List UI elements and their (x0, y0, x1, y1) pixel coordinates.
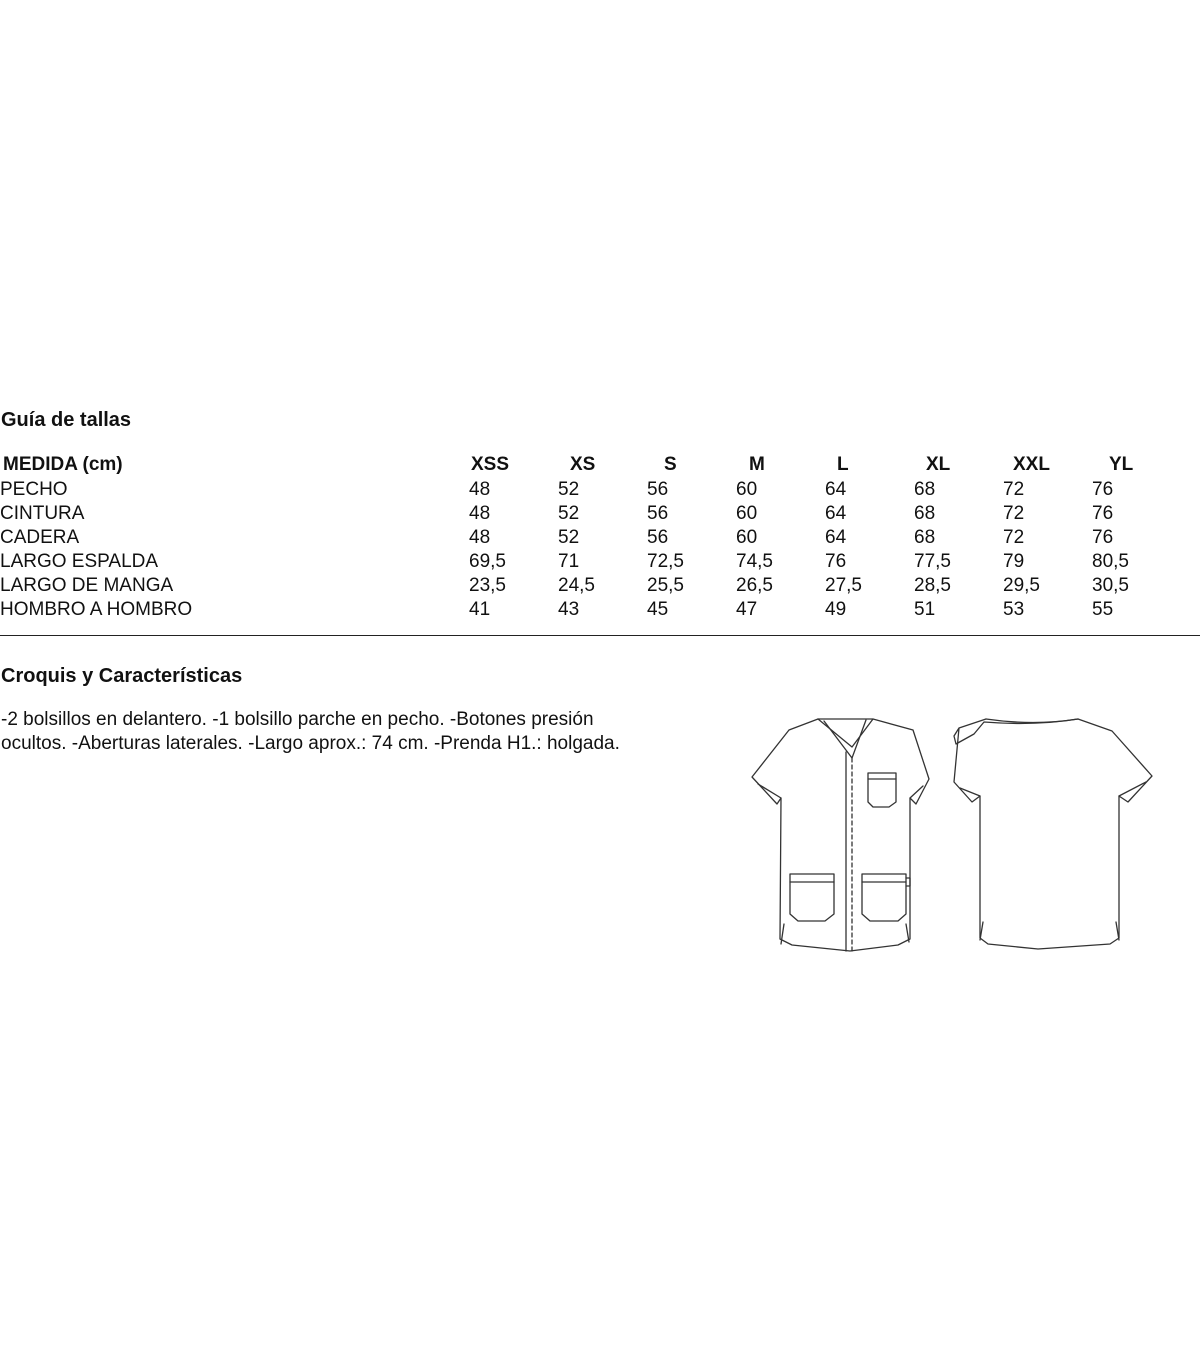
measure-value: 56 (647, 503, 669, 524)
measure-value: 47 (736, 599, 758, 620)
measure-value: 26,5 (736, 575, 773, 596)
measure-value: 76 (1092, 479, 1114, 500)
measure-value: 68 (914, 479, 936, 500)
measure-value: 64 (825, 527, 847, 548)
measure-value: 60 (736, 503, 758, 524)
measure-value: 28,5 (914, 575, 951, 596)
measure-value: 52 (558, 503, 580, 524)
measure-label: CINTURA (0, 503, 85, 524)
measure-value: 56 (647, 527, 669, 548)
measure-value: 76 (1092, 527, 1114, 548)
measure-label: LARGO DE MANGA (0, 575, 174, 596)
measure-value: 56 (647, 479, 669, 500)
scrub-top-front-icon (752, 719, 929, 951)
size-header: XSS (471, 454, 510, 475)
measure-value: 74,5 (736, 551, 773, 572)
size-table-header-row (0, 452, 1181, 478)
table-row (0, 550, 1181, 574)
measure-value: 49 (825, 599, 847, 620)
measure-value: 55 (1092, 599, 1114, 620)
measure-value: 69,5 (469, 551, 506, 572)
features-description: -2 bolsillos en delantero. -1 bolsillo parche en pecho. -Botones presión ocultos. -Aberturas laterales. -Largo aprox.: 74 cm. -Prenda H1.: holgada. (1, 709, 620, 754)
measure-label: HOMBRO A HOMBRO (0, 599, 193, 620)
section-divider (0, 635, 1200, 636)
size-header: M (749, 454, 765, 475)
measure-value: 72,5 (647, 551, 684, 572)
measure-value: 76 (825, 551, 847, 572)
measure-header: MEDIDA (cm) (3, 454, 123, 475)
measure-value: 60 (736, 479, 758, 500)
size-header: L (837, 454, 849, 475)
garment-sketch (748, 714, 1158, 956)
measure-value: 60 (736, 527, 758, 548)
measure-value: 79 (1003, 551, 1025, 572)
measure-value: 72 (1003, 527, 1025, 548)
measure-value: 29,5 (1003, 575, 1040, 596)
table-row (0, 598, 1181, 622)
measure-value: 80,5 (1092, 551, 1129, 572)
measure-value: 76 (1092, 503, 1114, 524)
size-header: XS (570, 454, 596, 475)
measure-value: 52 (558, 479, 580, 500)
scrub-top-back-icon (954, 719, 1152, 949)
measure-value: 64 (825, 479, 847, 500)
size-header: S (664, 454, 677, 475)
measure-value: 53 (1003, 599, 1025, 620)
measure-value: 25,5 (647, 575, 684, 596)
table-row (0, 574, 1181, 598)
measure-value: 30,5 (1092, 575, 1129, 596)
size-table (0, 452, 1181, 622)
measure-value: 68 (914, 503, 936, 524)
measure-label: LARGO ESPALDA (0, 551, 159, 572)
size-header: XXL (1013, 454, 1050, 475)
measure-value: 64 (825, 503, 847, 524)
measure-value: 27,5 (825, 575, 862, 596)
size-header: XL (926, 454, 951, 475)
measure-value: 71 (558, 551, 580, 572)
table-row (0, 502, 1181, 526)
measure-value: 23,5 (469, 575, 506, 596)
table-row (0, 478, 1181, 502)
measure-value: 41 (469, 599, 491, 620)
measure-label: CADERA (0, 527, 80, 548)
measure-label: PECHO (0, 479, 68, 500)
measure-value: 48 (469, 527, 491, 548)
measure-value: 45 (647, 599, 669, 620)
measure-value: 72 (1003, 479, 1025, 500)
measure-value: 52 (558, 527, 580, 548)
measure-value: 48 (469, 479, 491, 500)
size-header: YL (1109, 454, 1134, 475)
measure-value: 51 (914, 599, 936, 620)
measure-value: 48 (469, 503, 491, 524)
size-guide-title: Guía de tallas (1, 409, 132, 431)
measure-value: 43 (558, 599, 580, 620)
sketch-section-title: Croquis y Características (1, 665, 243, 687)
measure-value: 72 (1003, 503, 1025, 524)
measure-value: 77,5 (914, 551, 951, 572)
table-row (0, 526, 1181, 550)
measure-value: 24,5 (558, 575, 595, 596)
measure-value: 68 (914, 527, 936, 548)
